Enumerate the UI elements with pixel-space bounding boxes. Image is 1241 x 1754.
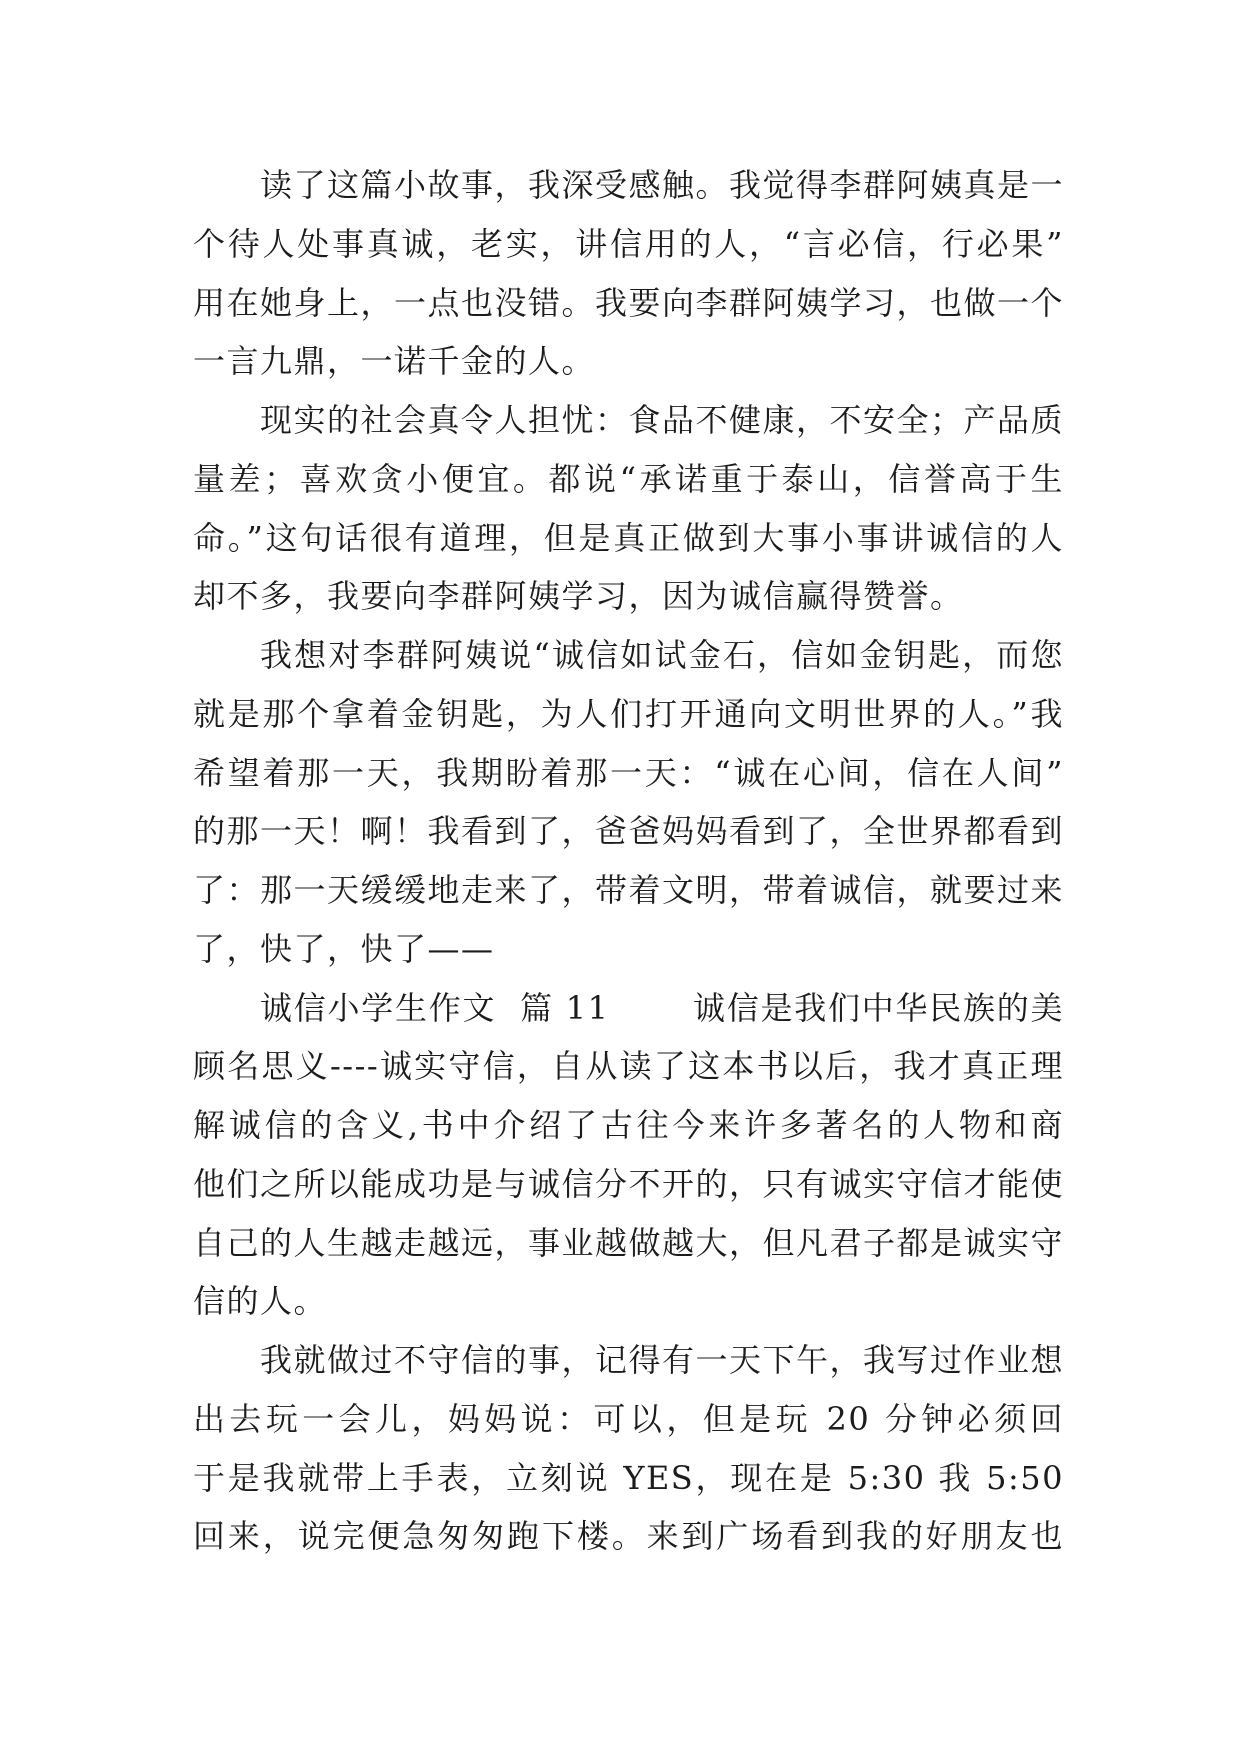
text-line: 解诚信的含义,书中介绍了古往今来许多著名的人物和商 xyxy=(193,1106,1064,1144)
text-line: 诚信小学生作文 篇 11 诚信是我们中华民族的美 xyxy=(260,988,1064,1027)
paragraph xyxy=(193,391,1064,626)
text-line: 我就做过不守信的事，记得有一天下午，我写过作业想 xyxy=(260,1341,1064,1379)
document-body xyxy=(193,156,1064,1566)
text-line: 现实的社会真令人担忧：食品不健康，不安全；产品质 xyxy=(260,401,1064,439)
paragraph xyxy=(193,979,1064,1332)
text-line: 用在她身上，一点也没错。我要向李群阿姨学习，也做一个 xyxy=(193,283,1064,322)
text-line: 命。”这句话很有道理，但是真正做到大事小事讲诚信的人 xyxy=(193,518,1064,557)
text-line: 信的人。 xyxy=(193,1282,328,1321)
text-line: 顾名思义----诚实守信，自从读了这本书以后，我才真正理 xyxy=(193,1047,1064,1086)
text-line: 希望着那一天，我期盼着那一天：“诚在心间，信在人间” xyxy=(193,753,1064,792)
text-line: 了：那一天缓缓地走来了，带着文明，带着诚信，就要过来 xyxy=(193,871,1064,909)
text-line: 就是那个拿着金钥匙，为人们打开通向文明世界的人。”我 xyxy=(193,694,1064,733)
text-line: 读了这篇小故事，我深受感触。我觉得李群阿姨真是一 xyxy=(260,166,1064,204)
text-line: 自己的人生越走越远，事业越做越大，但凡君子都是诚实守 xyxy=(193,1223,1064,1262)
text-line: 一言九鼎，一诺千金的人。 xyxy=(193,342,596,381)
text-line: 个待人处事真诚，老实，讲信用的人，“言必信，行必果” xyxy=(193,224,1064,263)
text-line: 我想对李群阿姨说“诚信如试金石，信如金钥匙，而您 xyxy=(260,636,1064,674)
text-line: 的那一天！啊！我看到了，爸爸妈妈看到了，全世界都看到 xyxy=(193,812,1064,851)
text-line: 回来，说完便急匆匆跑下楼。来到广场看到我的好朋友也 xyxy=(193,1517,1064,1556)
text-line: 了，快了，快了—— xyxy=(193,929,495,968)
text-line: 出去玩一会儿，妈妈说：可以，但是玩 20 分钟必须回 xyxy=(193,1399,1064,1438)
paragraph xyxy=(193,626,1064,979)
paragraph xyxy=(193,156,1064,391)
text-line: 却不多，我要向李群阿姨学习，因为诚信赢得赞誉。 xyxy=(193,577,964,616)
text-line: 于是我就带上手表，立刻说 YES，现在是 5:30 我 5:50 xyxy=(193,1458,1064,1497)
text-line: 他们之所以能成功是与诚信分不开的，只有诚实守信才能使 xyxy=(193,1164,1064,1203)
paragraph xyxy=(193,1331,1064,1566)
text-line: 量差；喜欢贪小便宜。都说“承诺重于泰山，信誉高于生 xyxy=(193,459,1064,498)
